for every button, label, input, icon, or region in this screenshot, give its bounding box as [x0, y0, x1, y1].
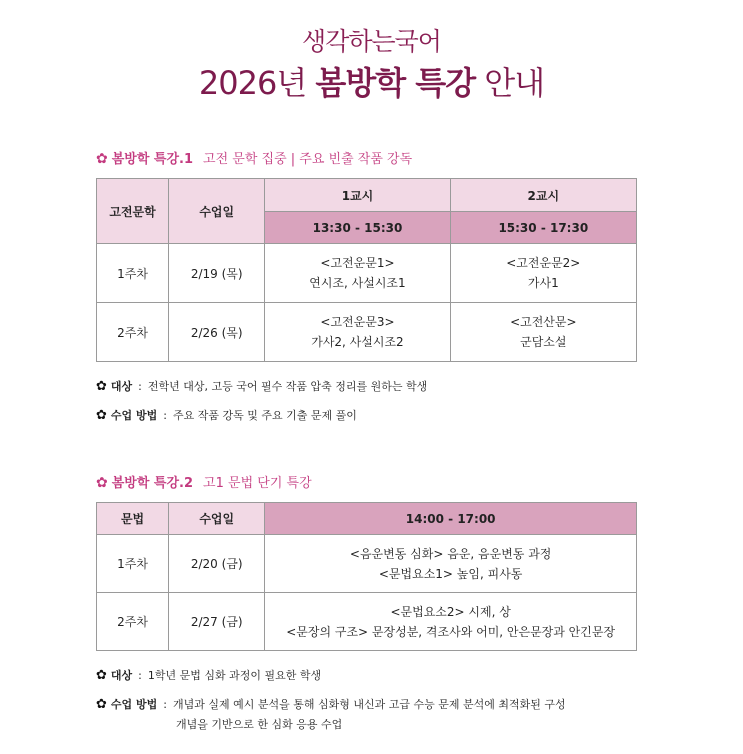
section1-heading [96, 148, 412, 167]
section1-table [96, 178, 637, 362]
class-line: <문장의 구조> 문장성분, 격조사와 어미, 안은문장과 안긴문장 [286, 624, 616, 639]
class-title: <고전산문> [510, 315, 577, 329]
flower-icon: ✿ [96, 697, 107, 712]
col-period1: 1교시 [265, 179, 450, 212]
class-title: <고전운문3> [320, 315, 395, 329]
date-cell: 2/19 (목) [169, 244, 265, 303]
table-row [97, 593, 637, 651]
flower-icon: ✿ [96, 408, 107, 423]
section2-desc: 고1 문법 단기 특강 [203, 476, 312, 491]
section2-table [96, 502, 637, 651]
col-subject: 고전문학 [97, 179, 169, 244]
content-cell [265, 535, 637, 593]
week-cell: 2주차 [97, 593, 169, 651]
title-year: 2026년 [198, 64, 316, 102]
class-topic: 가사1 [527, 276, 559, 290]
period2-cell [450, 303, 636, 362]
week-cell: 2주차 [97, 303, 169, 362]
content-cell [265, 593, 637, 651]
note-text: 전학년 대상, 고등 국어 필수 작품 압축 정리를 원하는 학생 [147, 380, 428, 393]
section2-note-method-cont: 개념을 기반으로 한 심화 응용 수업 [176, 718, 343, 731]
col-subject: 문법 [97, 503, 169, 535]
class-title: <고전운문1> [320, 256, 395, 270]
flower-icon: ✿ [96, 475, 108, 491]
class-topic: 군담소설 [520, 335, 567, 349]
period2-cell [450, 244, 636, 303]
section1-label: 봄방학 특강.1 [111, 152, 194, 167]
table-row [97, 244, 637, 303]
section2-note-method: ✿ 수업 방법 : 개념과 실제 예시 분석을 통해 심화형 내신과 고급 수능 문제 분석에 최적화된 구성 [96, 697, 566, 712]
date-cell: 2/20 (금) [169, 535, 265, 593]
note-key: 대상 [110, 669, 133, 682]
flower-icon: ✿ [96, 151, 108, 167]
note-text: 주요 작품 강독 및 주요 기출 문제 풀이 [172, 409, 357, 422]
col-date: 수업일 [169, 503, 265, 535]
section1-desc: 고전 문학 집중 | 주요 빈출 작품 강독 [203, 152, 413, 167]
class-line: <음운변동 심화> 음운, 음운변동 과정 [349, 546, 552, 561]
class-title: <고전운문2> [506, 256, 581, 270]
date-cell: 2/26 (목) [169, 303, 265, 362]
class-topic: 연시조, 사설시조1 [309, 276, 406, 290]
title-emphasis: 봄방학 특강 [315, 64, 476, 102]
note-text: 개념과 실제 예시 분석을 통해 심화형 내신과 고급 수능 문제 분석에 최적화된 구성 [172, 698, 566, 711]
col-period2: 2교시 [450, 179, 636, 212]
class-time: 14:00 - 17:00 [265, 503, 637, 535]
section1-note-method: ✿ 수업 방법 : 주요 작품 강독 및 주요 기출 문제 풀이 [96, 408, 357, 423]
class-line: <문법요소2> 시제, 상 [390, 604, 511, 619]
col-date: 수업일 [169, 179, 265, 244]
note-key: 수업 방법 [110, 409, 158, 422]
week-cell: 1주차 [97, 244, 169, 303]
note-key: 수업 방법 [110, 698, 158, 711]
section2-label: 봄방학 특강.2 [111, 476, 194, 491]
note-text: 1학년 문법 심화 과정이 필요한 학생 [147, 669, 322, 682]
section1-note-target: ✿ 대상 : 전학년 대상, 고등 국어 필수 작품 압축 정리를 원하는 학생 [96, 379, 428, 394]
flower-icon: ✿ [96, 379, 107, 394]
period1-cell [265, 244, 450, 303]
time-period1: 13:30 - 15:30 [265, 212, 450, 244]
section2-heading [96, 472, 312, 491]
page-title [0, 58, 743, 104]
table-row [97, 535, 637, 593]
note-key: 대상 [110, 380, 133, 393]
time-period2: 15:30 - 17:30 [450, 212, 636, 244]
date-cell: 2/27 (금) [169, 593, 265, 651]
flower-icon: ✿ [96, 668, 107, 683]
class-line: <문법요소1> 높임, 피사동 [378, 566, 523, 581]
week-cell: 1주차 [97, 535, 169, 593]
section2-note-target: ✿ 대상 : 1학년 문법 심화 과정이 필요한 학생 [96, 668, 322, 683]
brand-name: 생각하는국어 [302, 27, 441, 56]
title-suffix: 안내 [475, 64, 545, 102]
period1-cell [265, 303, 450, 362]
class-topic: 가사2, 사설시조2 [311, 335, 404, 349]
table-row [97, 303, 637, 362]
